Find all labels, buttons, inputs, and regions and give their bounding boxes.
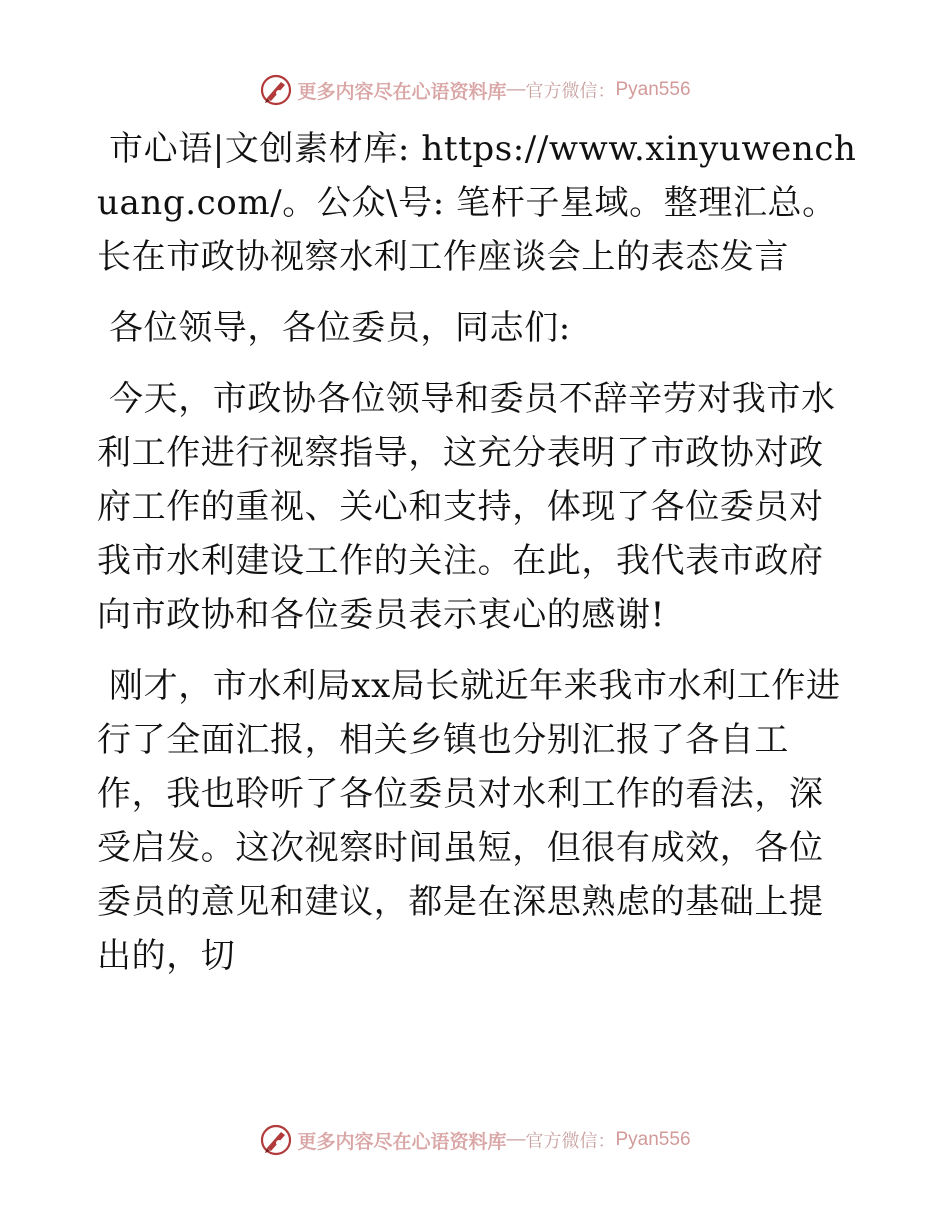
- banner-main-text: 更多内容尽在心语资料库: [297, 1130, 507, 1153]
- pen-logo-icon: [259, 1123, 293, 1157]
- banner-separator: —: [506, 1129, 526, 1150]
- header-banner: [0, 70, 950, 110]
- paragraph-thanks: 今天，市政协各位领导和委员不辞辛劳对我市水利工作进行视察指导，这充分表明了市政协对政府工作的重视、关心和支持，体现了各位委员对我市水利建设工作的关注。在此，我代表市政府向市政协和各位委员表示衷心的感谢!: [97, 379, 836, 635]
- paragraph-salutation: 各位领导，各位委员，同志们:: [109, 308, 571, 348]
- banner-separator: —: [506, 79, 526, 100]
- paragraph-title: 市心语|文创素材库: https://www.xinyuwenchuang.com/。公众\号: 笔杆子星域。整理汇总。长在市政协视察水利工作座谈会上的表态发言: [97, 129, 857, 277]
- banner-wechat-id: Pyan556: [615, 79, 691, 100]
- banner-sub-text: 官方微信：: [525, 81, 616, 102]
- banner-main-text: 更多内容尽在心语资料库: [297, 80, 507, 103]
- banner-wechat-id: Pyan556: [615, 1129, 691, 1150]
- paragraph-report: 刚才，市水利局xx局长就近年来我市水利工作进行了全面汇报，相关乡镇也分别汇报了各自工作，我也聆听了各位委员对水利工作的看法，深受启发。这次视察时间虽短，但很有成效，各位委员的意见和建议，都是在深思熟虑的基础上提出的，切: [97, 666, 841, 976]
- pen-logo-icon: [259, 73, 293, 107]
- footer-banner: [0, 1120, 950, 1160]
- banner-sub-text: 官方微信：: [525, 1131, 616, 1152]
- document-body: [97, 122, 857, 1000]
